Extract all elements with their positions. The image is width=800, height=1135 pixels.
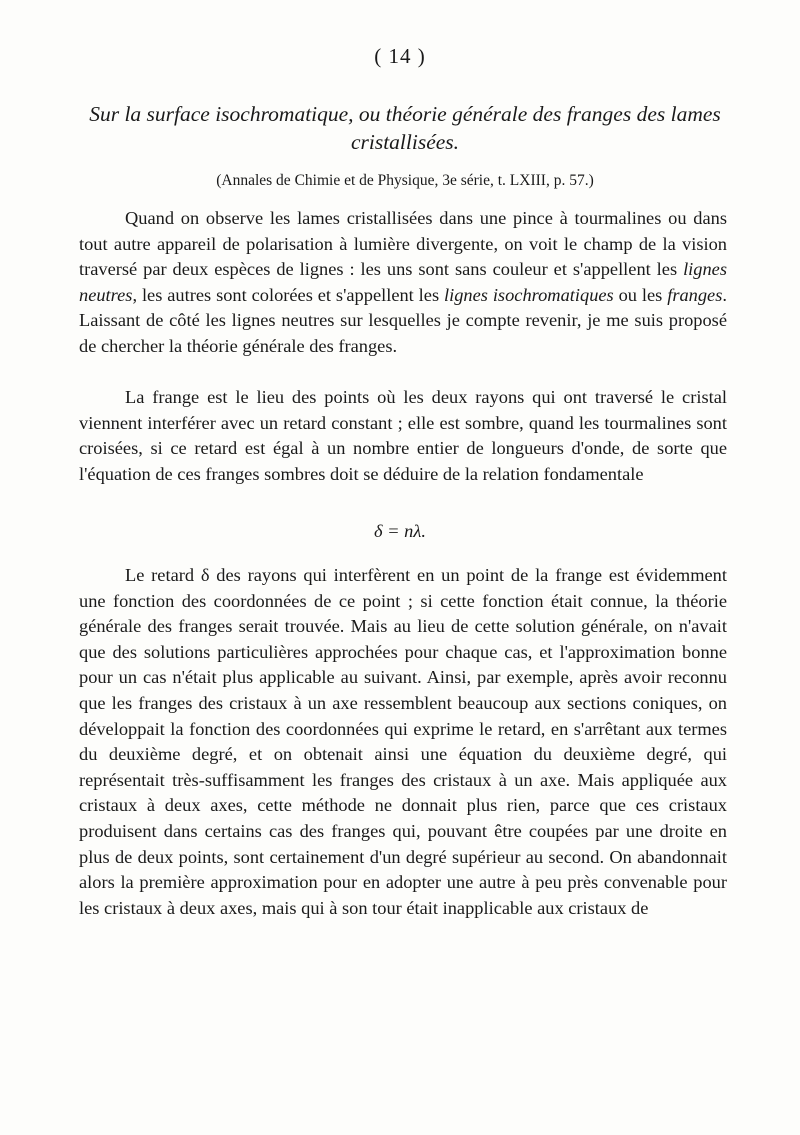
paragraph-1-part-c: , les autres sont colorées et s'appellent les: [132, 284, 444, 305]
paragraph-1: [79, 206, 727, 360]
page-number: ( 14 ): [374, 44, 426, 68]
term-franges: franges: [667, 284, 723, 305]
paragraph-1-text: [79, 206, 727, 360]
citation: (Annales de Chimie et de Physique, 3e série, t. LXIII, p. 57.): [216, 172, 594, 189]
paragraph-1-part-a: Quand on observe les lames cristallisées dans une pince à tourmalines ou dans tout autre appareil de polarisation à lumière divergente, on voit le champ de la vision traversé par deux espèces de lignes : les uns sont sans couleur et s'appellent les: [79, 208, 727, 280]
term-lignes-neutres: lignes neutres: [79, 259, 727, 305]
term-lignes-isochromatiques: lignes isochromatiques: [444, 284, 614, 305]
paragraph-2: [79, 385, 727, 487]
article-title: Sur la surface isochromatique, ou théorie générale des franges des lames cristallisées.: [89, 102, 721, 154]
paragraph-3: [79, 563, 727, 921]
paragraph-3-text: Le retard δ des rayons qui interfèrent en un point de la frange est évidemment une fonction des coordonnées de ce point ; si cette fonction était connue, la théorie générale des franges serait trouvée. Mais au lieu de cette solution générale, on n'avait que des solutions particulières approchées pour chaque cas, et l'approximation bonne pour un cas n'était plus applicable au suivant. Ainsi, par exemple, après avoir reconnu que les franges des cristaux à un axe ressemblent beaucoup aux sections coniques, on développait la fonction des coordonnées qui exprime le retard, en s'arrêtant aux termes du deuxième degré, et on obtenait ainsi une équation du deuxième degré, qui représentait très-suffisamment les franges des cristaux à un axe. Mais appliquée aux cristaux à deux axes, cette méthode ne donnait plus rien, parce que ces cristaux produisent dans certains cas des franges qui, pouvant être coupées par une droite en plus de deux points, sont certainement d'un degré supérieur au second. On abandonnait alors la première approximation pour en adopter une autre à peu près convenable pour les cristaux à deux axes, mais qui à son tour était inapplicable aux cristaux de: [79, 565, 727, 918]
paragraph-2-text: La frange est le lieu des points où les deux rayons qui ont traversé le cristal viennent interférer avec un retard constant ; elle est sombre, quand les tourmalines sont croisées, si ce retard est égal à un nombre entier de longueurs d'onde, de sorte que l'équation de ces franges sombres doit se déduire de la relation fondamentale: [79, 387, 727, 484]
paragraph-1-part-e: ou les: [613, 284, 668, 305]
paragraph-1-part-g: . Laissant de côté les lignes neutres sur lesquelles je compte revenir, je me suis proposé de chercher la théorie générale des franges.: [79, 284, 727, 356]
equation: δ = nλ.: [374, 521, 426, 541]
